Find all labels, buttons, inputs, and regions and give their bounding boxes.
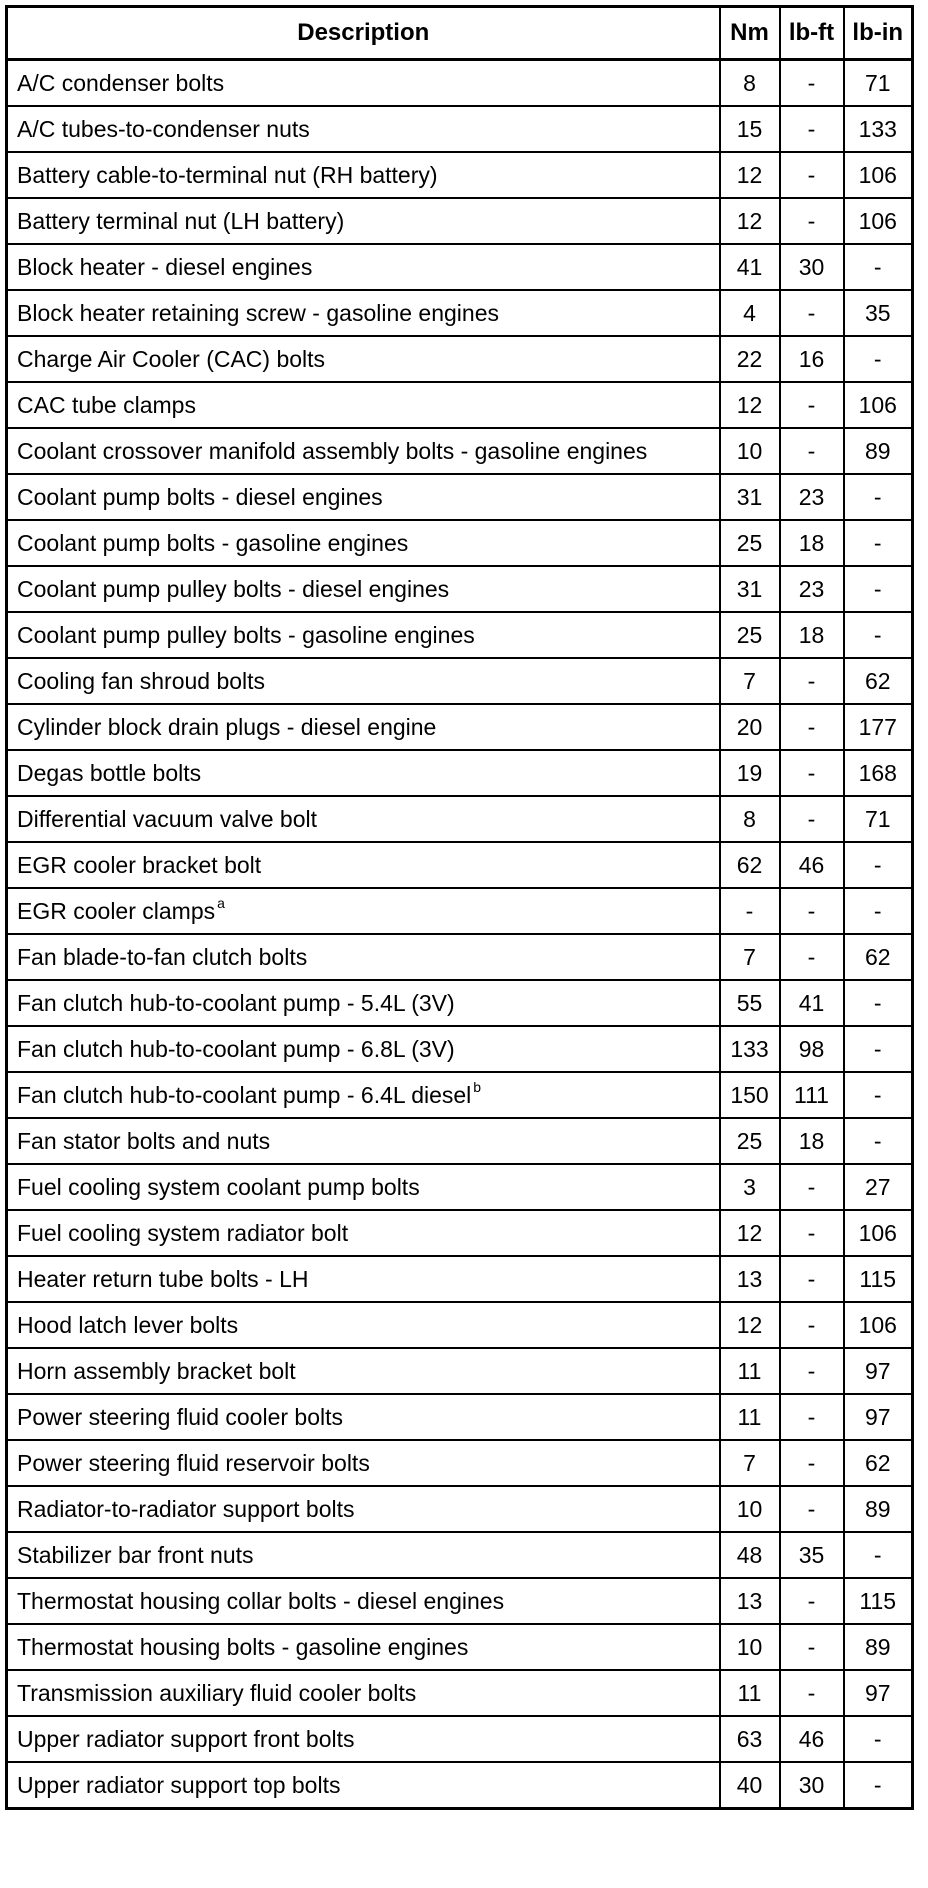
description-cell xyxy=(7,796,720,842)
description-text: Coolant pump bolts - gasoline engines xyxy=(17,530,409,556)
description-cell xyxy=(7,1394,720,1440)
table-row xyxy=(7,888,913,934)
nm-cell: 31 xyxy=(720,474,780,520)
lbft-cell: - xyxy=(780,1348,844,1394)
nm-cell: 22 xyxy=(720,336,780,382)
nm-cell: 62 xyxy=(720,842,780,888)
nm-cell: 40 xyxy=(720,1762,780,1809)
description-text: Thermostat housing bolts - gasoline engines xyxy=(17,1634,469,1660)
description-cell xyxy=(7,566,720,612)
lbin-cell: - xyxy=(844,244,913,290)
nm-cell: 63 xyxy=(720,1716,780,1762)
description-text: Fan blade-to-fan clutch bolts xyxy=(17,944,308,970)
description-cell xyxy=(7,474,720,520)
description-text: Transmission auxiliary fluid cooler bolts xyxy=(17,1680,417,1706)
lbin-cell: - xyxy=(844,612,913,658)
description-cell xyxy=(7,980,720,1026)
table-row xyxy=(7,60,913,107)
table-row xyxy=(7,1348,913,1394)
description-text: Charge Air Cooler (CAC) bolts xyxy=(17,346,326,372)
table-row xyxy=(7,1302,913,1348)
description-cell xyxy=(7,1532,720,1578)
table-row xyxy=(7,1118,913,1164)
lbin-cell: 89 xyxy=(844,428,913,474)
lbin-cell: 89 xyxy=(844,1486,913,1532)
lbin-cell: - xyxy=(844,1532,913,1578)
description-cell xyxy=(7,1072,720,1118)
lbin-cell: 115 xyxy=(844,1256,913,1302)
description-cell xyxy=(7,244,720,290)
nm-cell: 11 xyxy=(720,1670,780,1716)
lbin-cell: 115 xyxy=(844,1578,913,1624)
nm-cell: 25 xyxy=(720,520,780,566)
table-row xyxy=(7,198,913,244)
lbin-cell: 62 xyxy=(844,658,913,704)
lbin-cell: 62 xyxy=(844,1440,913,1486)
table-row xyxy=(7,1256,913,1302)
lbft-cell: - xyxy=(780,1394,844,1440)
description-text: Coolant pump bolts - diesel engines xyxy=(17,484,383,510)
description-cell xyxy=(7,1578,720,1624)
description-text: Radiator-to-radiator support bolts xyxy=(17,1496,355,1522)
description-text: Fuel cooling system radiator bolt xyxy=(17,1220,349,1246)
description-cell xyxy=(7,60,720,107)
table-row xyxy=(7,1532,913,1578)
nm-cell: 3 xyxy=(720,1164,780,1210)
lbin-cell: 71 xyxy=(844,796,913,842)
description-text: EGR cooler clamps xyxy=(17,898,216,924)
nm-cell: 31 xyxy=(720,566,780,612)
nm-cell: 7 xyxy=(720,1440,780,1486)
table-row xyxy=(7,244,913,290)
lbft-cell: - xyxy=(780,658,844,704)
lbin-cell: - xyxy=(844,842,913,888)
description-cell xyxy=(7,1164,720,1210)
lbft-cell: 30 xyxy=(780,244,844,290)
description-text: Fan clutch hub-to-coolant pump - 5.4L (3V) xyxy=(17,990,455,1016)
lbin-cell: 97 xyxy=(844,1670,913,1716)
description-cell xyxy=(7,750,720,796)
lbft-cell: - xyxy=(780,60,844,107)
lbin-cell: 177 xyxy=(844,704,913,750)
description-cell xyxy=(7,1670,720,1716)
table-row xyxy=(7,474,913,520)
lbft-cell: - xyxy=(780,382,844,428)
table-row xyxy=(7,612,913,658)
header-lbft: lb-ft xyxy=(780,7,844,60)
nm-cell: 10 xyxy=(720,1624,780,1670)
lbin-cell: - xyxy=(844,1026,913,1072)
description-text: Differential vacuum valve bolt xyxy=(17,806,317,832)
table-row xyxy=(7,704,913,750)
table-row xyxy=(7,1026,913,1072)
description-text: Upper radiator support top bolts xyxy=(17,1772,341,1798)
lbft-cell: - xyxy=(780,934,844,980)
lbft-cell: 30 xyxy=(780,1762,844,1809)
nm-cell: 4 xyxy=(720,290,780,336)
lbin-cell: 89 xyxy=(844,1624,913,1670)
description-cell xyxy=(7,1118,720,1164)
nm-cell: 133 xyxy=(720,1026,780,1072)
description-cell xyxy=(7,1440,720,1486)
lbin-cell: - xyxy=(844,1118,913,1164)
description-cell xyxy=(7,934,720,980)
lbft-cell: 18 xyxy=(780,1118,844,1164)
lbft-cell: 18 xyxy=(780,520,844,566)
lbft-cell: - xyxy=(780,152,844,198)
lbin-cell: 106 xyxy=(844,198,913,244)
lbin-cell: 106 xyxy=(844,152,913,198)
lbft-cell: - xyxy=(780,1440,844,1486)
table-row xyxy=(7,382,913,428)
nm-cell: 12 xyxy=(720,1210,780,1256)
nm-cell: 13 xyxy=(720,1578,780,1624)
nm-cell: 150 xyxy=(720,1072,780,1118)
nm-cell: 8 xyxy=(720,796,780,842)
torque-spec-table xyxy=(5,5,914,1810)
description-text: Battery cable-to-terminal nut (RH battery) xyxy=(17,162,438,188)
description-cell xyxy=(7,428,720,474)
header-row xyxy=(7,7,913,60)
table-row xyxy=(7,842,913,888)
header-lbin: lb-in xyxy=(844,7,913,60)
table-row xyxy=(7,152,913,198)
lbin-cell: 168 xyxy=(844,750,913,796)
table-header xyxy=(7,7,913,60)
description-text: EGR cooler bracket bolt xyxy=(17,852,262,878)
lbin-cell: 35 xyxy=(844,290,913,336)
header-nm: Nm xyxy=(720,7,780,60)
description-cell xyxy=(7,1348,720,1394)
lbin-cell: 71 xyxy=(844,60,913,107)
lbft-cell: - xyxy=(780,1164,844,1210)
table-row xyxy=(7,934,913,980)
nm-cell: 20 xyxy=(720,704,780,750)
description-cell xyxy=(7,1624,720,1670)
lbft-cell: - xyxy=(780,796,844,842)
nm-cell: 25 xyxy=(720,1118,780,1164)
description-cell xyxy=(7,1486,720,1532)
nm-cell: 8 xyxy=(720,60,780,107)
table-row xyxy=(7,336,913,382)
lbin-cell: 106 xyxy=(844,382,913,428)
nm-cell: 10 xyxy=(720,428,780,474)
description-cell xyxy=(7,106,720,152)
table-row xyxy=(7,1578,913,1624)
description-text: Fan clutch hub-to-coolant pump - 6.4L diesel xyxy=(17,1082,472,1108)
description-text: Hood latch lever bolts xyxy=(17,1312,239,1338)
description-text: Fan stator bolts and nuts xyxy=(17,1128,271,1154)
lbin-cell: - xyxy=(844,1762,913,1809)
table-row xyxy=(7,1210,913,1256)
nm-cell: 7 xyxy=(720,658,780,704)
lbft-cell: - xyxy=(780,1256,844,1302)
description-text: Power steering fluid reservoir bolts xyxy=(17,1450,370,1476)
description-text: Fuel cooling system coolant pump bolts xyxy=(17,1174,420,1200)
description-text: Fan clutch hub-to-coolant pump - 6.8L (3V) xyxy=(17,1036,455,1062)
lbft-cell: - xyxy=(780,1624,844,1670)
lbft-cell: - xyxy=(780,704,844,750)
lbin-cell: - xyxy=(844,520,913,566)
lbft-cell: - xyxy=(780,1578,844,1624)
description-text: Coolant pump pulley bolts - gasoline engines xyxy=(17,622,475,648)
lbin-cell: 97 xyxy=(844,1394,913,1440)
nm-cell: - xyxy=(720,888,780,934)
description-text: Coolant pump pulley bolts - diesel engines xyxy=(17,576,450,602)
lbft-cell: 35 xyxy=(780,1532,844,1578)
description-text: Battery terminal nut (LH battery) xyxy=(17,208,345,234)
nm-cell: 10 xyxy=(720,1486,780,1532)
lbft-cell: 111 xyxy=(780,1072,844,1118)
lbft-cell: - xyxy=(780,1486,844,1532)
lbin-cell: 62 xyxy=(844,934,913,980)
lbft-cell: 98 xyxy=(780,1026,844,1072)
lbin-cell: - xyxy=(844,980,913,1026)
nm-cell: 12 xyxy=(720,152,780,198)
description-text: Upper radiator support front bolts xyxy=(17,1726,355,1752)
lbft-cell: - xyxy=(780,428,844,474)
table-row xyxy=(7,290,913,336)
lbft-cell: 23 xyxy=(780,566,844,612)
description-text: CAC tube clamps xyxy=(17,392,196,418)
nm-cell: 11 xyxy=(720,1394,780,1440)
table-row xyxy=(7,1164,913,1210)
description-cell xyxy=(7,658,720,704)
nm-cell: 12 xyxy=(720,1302,780,1348)
description-text: A/C condenser bolts xyxy=(17,70,225,96)
description-cell xyxy=(7,1256,720,1302)
table-row xyxy=(7,1486,913,1532)
lbin-cell: - xyxy=(844,474,913,520)
description-text: Degas bottle bolts xyxy=(17,760,202,786)
table-row xyxy=(7,1440,913,1486)
lbft-cell: - xyxy=(780,106,844,152)
description-cell xyxy=(7,382,720,428)
table-row xyxy=(7,1762,913,1809)
lbft-cell: - xyxy=(780,198,844,244)
description-text: Stabilizer bar front nuts xyxy=(17,1542,254,1568)
lbft-cell: 16 xyxy=(780,336,844,382)
table-row xyxy=(7,658,913,704)
description-cell xyxy=(7,520,720,566)
table-row xyxy=(7,1624,913,1670)
lbft-cell: - xyxy=(780,888,844,934)
description-text: Thermostat housing collar bolts - diesel engines xyxy=(17,1588,505,1614)
lbin-cell: - xyxy=(844,1716,913,1762)
nm-cell: 11 xyxy=(720,1348,780,1394)
description-cell xyxy=(7,1762,720,1809)
table-row xyxy=(7,980,913,1026)
lbft-cell: 46 xyxy=(780,842,844,888)
footnote-marker: a xyxy=(217,895,225,912)
table-row xyxy=(7,796,913,842)
nm-cell: 55 xyxy=(720,980,780,1026)
table-row xyxy=(7,1716,913,1762)
description-text: Cooling fan shroud bolts xyxy=(17,668,266,694)
description-text: Power steering fluid cooler bolts xyxy=(17,1404,343,1430)
nm-cell: 7 xyxy=(720,934,780,980)
table-row xyxy=(7,106,913,152)
table-row xyxy=(7,750,913,796)
description-text: Heater return tube bolts - LH xyxy=(17,1266,309,1292)
description-cell xyxy=(7,842,720,888)
description-text: Horn assembly bracket bolt xyxy=(17,1358,296,1384)
lbft-cell: 46 xyxy=(780,1716,844,1762)
description-cell xyxy=(7,612,720,658)
nm-cell: 41 xyxy=(720,244,780,290)
nm-cell: 15 xyxy=(720,106,780,152)
description-cell xyxy=(7,704,720,750)
nm-cell: 12 xyxy=(720,382,780,428)
description-cell xyxy=(7,336,720,382)
description-text: Block heater - diesel engines xyxy=(17,254,313,280)
lbin-cell: - xyxy=(844,888,913,934)
nm-cell: 48 xyxy=(720,1532,780,1578)
description-text: Coolant crossover manifold assembly bolts - gasoline engines xyxy=(17,438,648,464)
table-row xyxy=(7,1394,913,1440)
table-row xyxy=(7,428,913,474)
table-body xyxy=(7,60,913,1809)
description-cell xyxy=(7,1026,720,1072)
description-text: Block heater retaining screw - gasoline engines xyxy=(17,300,499,326)
footnote-marker: b xyxy=(473,1079,482,1096)
description-cell xyxy=(7,1302,720,1348)
lbin-cell: - xyxy=(844,1072,913,1118)
table-row xyxy=(7,566,913,612)
lbin-cell: - xyxy=(844,336,913,382)
header-description: Description xyxy=(7,7,720,60)
table-row xyxy=(7,520,913,566)
description-cell xyxy=(7,888,720,934)
lbin-cell: 97 xyxy=(844,1348,913,1394)
nm-cell: 19 xyxy=(720,750,780,796)
description-cell xyxy=(7,1716,720,1762)
description-text: A/C tubes-to-condenser nuts xyxy=(17,116,310,142)
lbft-cell: - xyxy=(780,1210,844,1256)
description-cell xyxy=(7,198,720,244)
lbft-cell: - xyxy=(780,1302,844,1348)
lbin-cell: - xyxy=(844,566,913,612)
description-text: Cylinder block drain plugs - diesel engine xyxy=(17,714,437,740)
nm-cell: 12 xyxy=(720,198,780,244)
description-cell xyxy=(7,1210,720,1256)
table-row xyxy=(7,1670,913,1716)
lbft-cell: - xyxy=(780,750,844,796)
lbin-cell: 106 xyxy=(844,1210,913,1256)
lbin-cell: 27 xyxy=(844,1164,913,1210)
description-cell xyxy=(7,152,720,198)
lbft-cell: 18 xyxy=(780,612,844,658)
nm-cell: 25 xyxy=(720,612,780,658)
nm-cell: 13 xyxy=(720,1256,780,1302)
table-row xyxy=(7,1072,913,1118)
lbin-cell: 106 xyxy=(844,1302,913,1348)
lbft-cell: - xyxy=(780,1670,844,1716)
lbft-cell: - xyxy=(780,290,844,336)
lbft-cell: 41 xyxy=(780,980,844,1026)
lbft-cell: 23 xyxy=(780,474,844,520)
description-cell xyxy=(7,290,720,336)
lbin-cell: 133 xyxy=(844,106,913,152)
